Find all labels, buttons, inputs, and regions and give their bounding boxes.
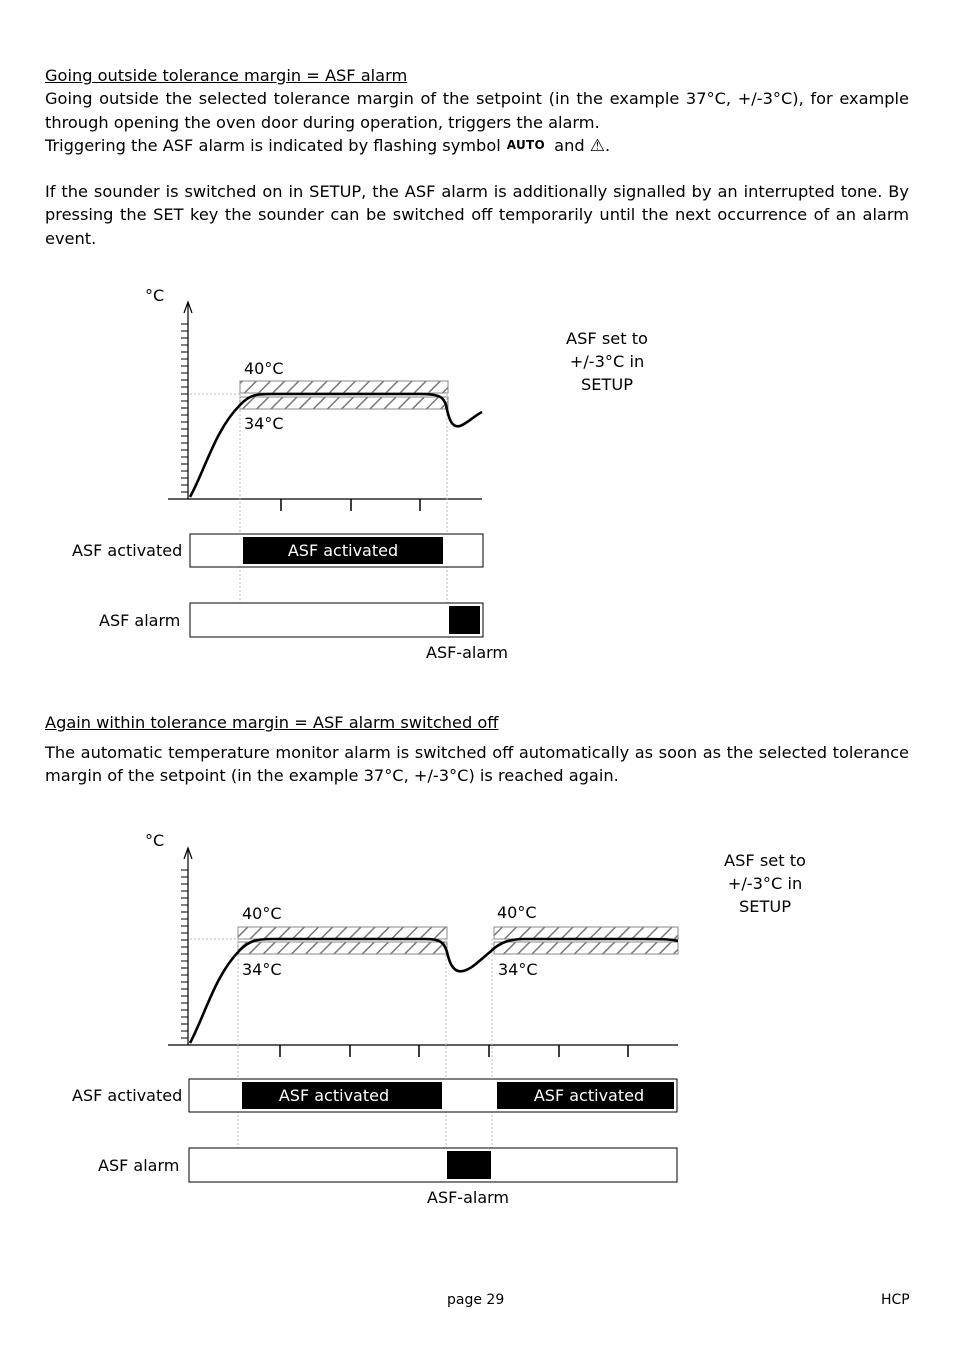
section1-para1-line: through opening the oven door during operation, triggers the alarm. xyxy=(45,112,600,132)
asf-alarm-marker-label-2: ASF-alarm xyxy=(427,1188,510,1207)
section1-para2-line: If the sounder is switched on in SETUP, the ASF alarm is additionally signalled by an interrupted tone. By xyxy=(45,182,909,201)
lower-limit-label-1: 34°C xyxy=(242,960,282,979)
and-text: and xyxy=(554,135,585,155)
section1-heading: Going outside tolerance margin = ASF alarm xyxy=(45,66,408,85)
upper-limit-label-1: 40°C xyxy=(242,904,282,923)
section2-para-line: The automatic temperature monitor alarm is switched off automatically as soon as the selected tolerance xyxy=(45,743,909,762)
upper-limit-label: 40°C xyxy=(244,359,284,378)
section2-para-line: margin of the setpoint (in the example 37°C, +/-3°C) is reached again. xyxy=(45,766,619,786)
section1-para2-line: pressing the SET key the sounder can be switched off temporarily until the next occurrence of an alarm xyxy=(45,205,909,225)
asf-activated-row-label-2: ASF activated xyxy=(72,1086,183,1105)
section1-para2-line: event. xyxy=(45,228,97,248)
document-code: HCP xyxy=(881,1292,910,1308)
lower-limit-label-2: 34°C xyxy=(498,960,538,979)
asf-note-2 xyxy=(705,849,825,918)
time-axis xyxy=(168,499,482,511)
asf-activated-bar-label-1: ASF activated xyxy=(278,1086,390,1105)
temperature-axis xyxy=(181,302,192,499)
guide-lines-2 xyxy=(190,939,492,1182)
asf-activated-bar-label-2: ASF activated xyxy=(533,1086,645,1105)
warning-triangle-icon: ⚠ xyxy=(589,135,606,156)
axis-unit-label: °C xyxy=(145,286,165,305)
time-axis-2 xyxy=(168,1045,678,1057)
lower-limit-label: 34°C xyxy=(244,414,284,433)
period-text: . xyxy=(605,135,611,155)
section2-text xyxy=(45,741,909,788)
section1-para1-line: Going outside the selected tolerance margin of the setpoint (in the example 37°C, +/-3°C), for example xyxy=(45,89,909,109)
note-line: +/-3°C in xyxy=(569,352,645,371)
asf-alarm-row-label-2: ASF alarm xyxy=(98,1156,180,1175)
note-line: SETUP xyxy=(580,375,633,394)
upper-limit-label-2: 40°C xyxy=(497,903,537,922)
page-number: page 29 xyxy=(447,1292,505,1308)
asf-activated-bar-label: ASF activated xyxy=(287,541,399,560)
tolerance-band-2 xyxy=(238,927,678,954)
guide-lines xyxy=(190,394,447,637)
note-line: ASF set to xyxy=(724,851,806,870)
asf-alarm-bar xyxy=(449,606,480,634)
asf-note-1 xyxy=(547,327,667,396)
note-line: SETUP xyxy=(738,897,791,916)
note-line: +/-3°C in xyxy=(727,874,803,893)
asf-alarm-row-label: ASF alarm xyxy=(99,611,181,630)
section2-heading-block xyxy=(45,711,909,734)
asf-alarm-marker-label: ASF-alarm xyxy=(426,643,509,662)
note-line: ASF set to xyxy=(566,329,648,348)
auto-symbol-icon: AUTO xyxy=(506,137,545,152)
asf-activated-row-label: ASF activated xyxy=(72,541,183,560)
temperature-axis-2 xyxy=(181,848,192,1045)
asf-alarm-bar-2 xyxy=(447,1151,491,1179)
asf-alarm-track-2 xyxy=(189,1148,677,1182)
trigger-text: Triggering the ASF alarm is indicated by flashing symbol xyxy=(45,135,501,155)
asf-alarm-track xyxy=(190,603,483,637)
temperature-curve-2 xyxy=(190,939,678,1043)
section2-heading: Again within tolerance margin = ASF alarm switched off xyxy=(45,713,499,732)
axis-unit-label-2: °C xyxy=(145,831,165,850)
